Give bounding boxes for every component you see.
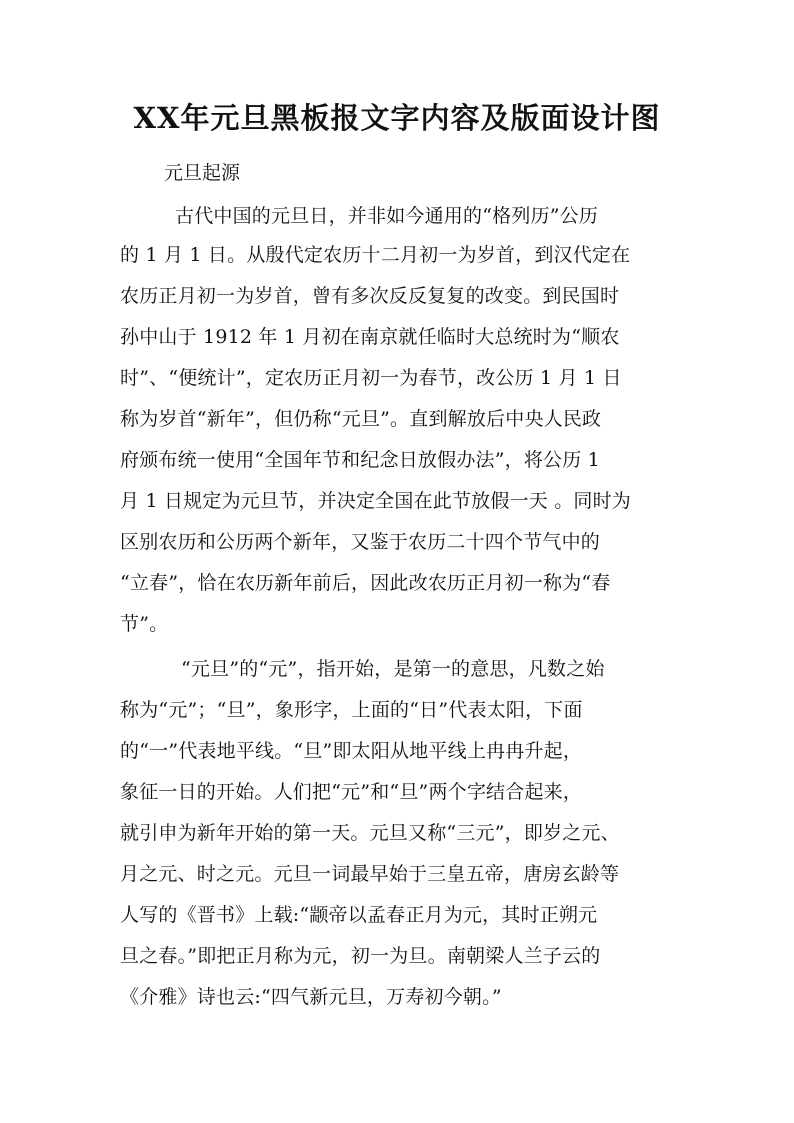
paragraph-line: 象征一日的开始。人们把“元”和“旦”两个字结合起来， — [120, 781, 583, 803]
paragraph-line: 旦之春。”即把正月称为元，初一为旦。南朝梁人兰子云的 — [120, 945, 601, 967]
paragraph-line: 孙中山于 1912 年 1 月初在南京就任临时大总统时为“顺农 — [120, 326, 620, 348]
paragraph-line: 农历正月初一为岁首，曾有多次反反复复的改变。到民国时 — [120, 285, 620, 307]
paragraph-line: 府颁布统一使用“全国年节和纪念日放假办法”，将公历 1 — [120, 449, 600, 471]
paragraph-line: 月之元、时之元。元旦一词最早始于三皇五帝，唐房玄龄等 — [120, 863, 620, 885]
paragraph-line: 区别农历和公历两个新年，又鉴于农历二十四个节气中的 — [120, 531, 601, 553]
paragraph-line: 月 1 日规定为元旦节，并决定全国在此节放假一天 。同时为 — [120, 490, 632, 512]
paragraph-line: 的 1 月 1 日。从殷代定农历十二月初一为岁首，到汉代定在 — [120, 244, 631, 266]
paragraph-line: “元旦”的“元”，指开始，是第一的意思，凡数之始 — [181, 658, 605, 680]
paragraph-line: “立春”，恰在农历新年前后，因此改农历正月初一称为“春 — [120, 572, 611, 594]
paragraph-line: 古代中国的元旦日，并非如今通用的“格列历”公历 — [175, 205, 599, 227]
paragraph-line: 节”。 — [120, 613, 169, 635]
paragraph-line: 称为“元”；“旦”，象形字，上面的“日”代表太阳，下面 — [120, 699, 583, 721]
section-heading: 元旦起源 — [164, 162, 241, 184]
paragraph-line: 的“一”代表地平线。“旦”即太阳从地平线上冉冉升起， — [120, 740, 583, 762]
paragraph-line: 称为岁首“新年”，但仍称“元旦”。直到解放后中央人民政 — [120, 408, 602, 430]
paragraph-line: 时”、“便统计”，定农历正月初一为春节，改公历 1 月 1 日 — [120, 367, 622, 389]
paragraph-line: 就引申为新年开始的第一天。元旦又称“三元”，即岁之元、 — [120, 822, 620, 844]
paragraph-line: 《介雅》诗也云:“四气新元旦，万寿初今朝。” — [120, 986, 502, 1008]
paragraph-line: 人写的《晋书》上载:“颛帝以孟春正月为元，其时正朔元 — [120, 904, 598, 926]
document-title: XX年元旦黑板报文字内容及版面设计图 — [133, 101, 661, 135]
